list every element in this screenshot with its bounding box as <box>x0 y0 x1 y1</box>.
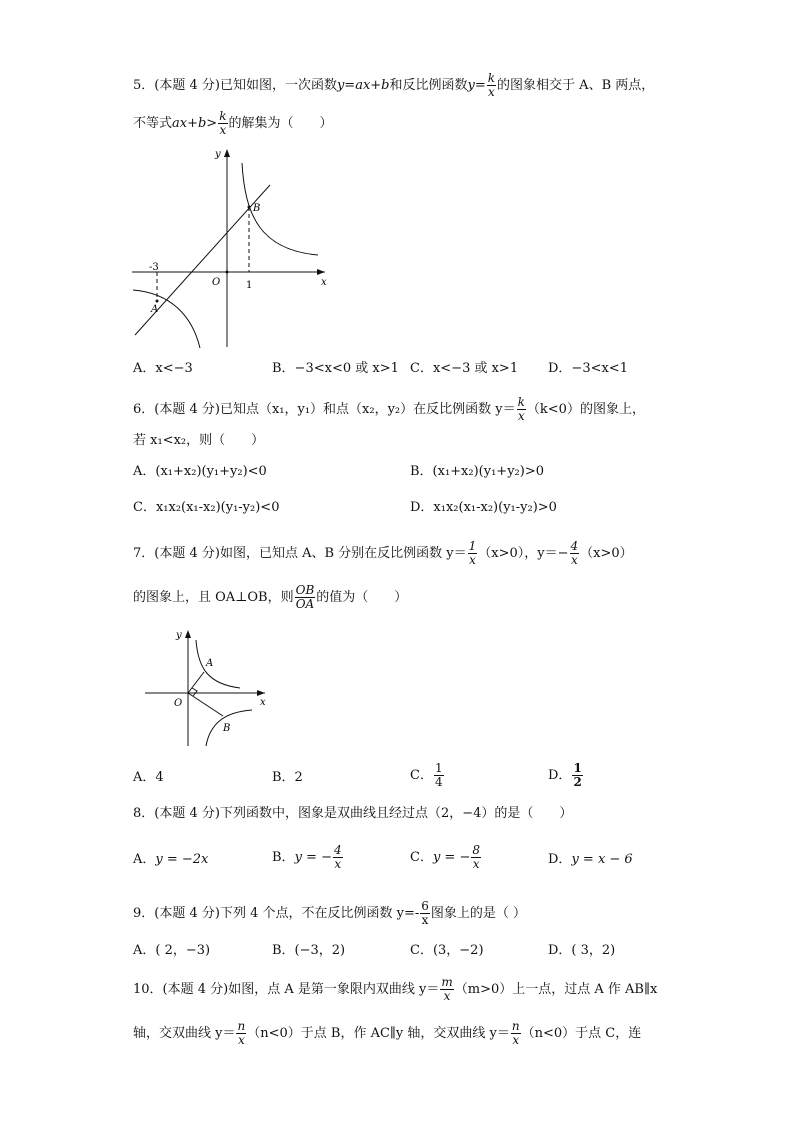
option-label: B． <box>272 850 295 865</box>
q7-graph <box>140 628 270 750</box>
q5-graph <box>130 145 330 350</box>
segment-ob <box>188 693 223 716</box>
fraction-numerator: k <box>487 71 496 85</box>
fraction-denominator: x <box>219 123 227 137</box>
option-label: A． <box>133 852 156 867</box>
q5-fraction <box>487 72 496 99</box>
option-b-fraction <box>333 844 343 871</box>
q7-stem-text-mid: （x>0），y＝− <box>478 546 569 561</box>
q5-stem-text-mid: 和反比例函数 <box>389 78 468 93</box>
fraction-denominator: 2 <box>573 775 582 789</box>
fraction-numerator: 4 <box>333 843 342 857</box>
q7-line1 <box>133 540 633 567</box>
x-axis-label: x <box>321 277 327 288</box>
fraction-denominator: x <box>472 857 480 871</box>
fraction-denominator: x <box>512 1033 520 1047</box>
q6-line1 <box>133 396 645 423</box>
option-label: D． <box>548 768 572 783</box>
fraction-denominator: x <box>488 85 495 99</box>
option-c-fraction <box>471 844 481 871</box>
hyperbola-upper <box>196 640 240 688</box>
q7-stem-text-end: （x>0） <box>580 546 633 561</box>
point-a-label: A <box>206 658 214 669</box>
y-axis-label: y <box>215 149 221 160</box>
option-expr: y = x − 6 <box>571 852 633 867</box>
option-expr: y = − <box>294 850 332 865</box>
q6-option-c[interactable]: C．x₁x₂(x₁-x₂)(y₁-y₂)<0 <box>133 500 280 515</box>
q8-option-a[interactable] <box>133 852 208 868</box>
point-a <box>156 300 159 303</box>
q6-fraction <box>517 396 526 423</box>
point-b-label: B <box>253 203 261 214</box>
q9-stem <box>133 900 526 927</box>
origin-point <box>226 271 229 274</box>
q5-question-text: 的解集为（ ） <box>228 116 333 131</box>
y-axis-label: y <box>176 630 182 641</box>
q10-fraction-1 <box>440 976 453 1003</box>
q5-stem-text-end: 的图象相交于 A、B 两点， <box>497 78 655 93</box>
hyperbola-branch-q3 <box>133 290 200 348</box>
q5-linear-fn: y=ax+b <box>336 78 390 93</box>
option-expr: y = −2x <box>155 852 209 867</box>
q5-y-eq: y= <box>467 78 486 93</box>
q6-option-b[interactable]: B．(x₁+x₂)(y₁+y₂)>0 <box>410 464 544 479</box>
q9-option-b[interactable]: B．(−3，2) <box>272 943 346 958</box>
fraction-denominator: 4 <box>434 775 443 789</box>
fraction-numerator: 6 <box>421 899 429 913</box>
fraction-numerator: n <box>237 1019 246 1033</box>
q7-option-c[interactable] <box>410 762 445 789</box>
y-axis-arrow <box>224 149 230 157</box>
fraction-numerator: 1 <box>468 539 477 553</box>
q5-fraction-2 <box>218 110 227 137</box>
q8-option-c[interactable] <box>410 844 482 871</box>
q10-stem-text-mid: （n<0）于点 B，作 AC∥y 轴，交双曲线 y＝ <box>247 1026 510 1041</box>
q10-line1 <box>133 976 657 1003</box>
fraction-denominator: x <box>237 1033 245 1047</box>
q7-fraction-1 <box>468 540 478 567</box>
q6-stem-text-end: （k<0）的图象上， <box>526 402 645 417</box>
q5-inequality-label: 不等式 <box>133 116 173 131</box>
q10-fraction-3 <box>511 1020 521 1047</box>
point-b <box>248 206 251 209</box>
q9-stem-text: 9．(本题 4 分)下列 4 个点，不在反比例函数 y=- <box>133 906 420 921</box>
q5-inequality-expr: ax+b> <box>172 116 218 131</box>
q8-option-b[interactable] <box>272 844 344 871</box>
fraction-denominator: x <box>570 553 578 567</box>
q10-stem-text: 10．(本题 4 分)如图，点 A 是第一象限内双曲线 y＝ <box>133 982 440 997</box>
fraction-numerator: 8 <box>472 843 480 857</box>
x-axis-label: x <box>260 697 266 708</box>
fraction-numerator: 4 <box>570 539 579 553</box>
tick-neg3-label: -3 <box>149 262 159 273</box>
q7-question-text: 的值为（ ） <box>316 590 408 605</box>
fraction-denominator: x <box>421 913 429 927</box>
q5-option-a[interactable]: A．x<−3 <box>133 361 193 376</box>
fraction-numerator: m <box>441 975 453 989</box>
q10-stem-text-end: （m>0）上一点，过点 A 作 AB∥x <box>454 982 658 997</box>
option-label: C． <box>410 850 433 865</box>
q7-option-d[interactable] <box>548 762 584 789</box>
q10-line2 <box>133 1020 641 1047</box>
q7-line2 <box>133 584 407 611</box>
q9-option-a[interactable]: A．( 2，−3) <box>133 943 211 958</box>
option-label: C． <box>410 768 433 783</box>
q9-stem-text-end: 图象上的是（ ） <box>430 906 527 921</box>
q7-fraction-ratio <box>295 584 316 611</box>
q7-stem-text: 7．(本题 4 分)如图，已知点 A、B 分别在反比例函数 y＝ <box>133 546 467 561</box>
origin-label: O <box>174 698 183 709</box>
fraction-numerator: OB <box>295 583 315 597</box>
x-axis-arrow <box>317 269 325 275</box>
q7-option-b[interactable]: B．2 <box>272 770 303 785</box>
q6-option-d[interactable]: D．x₁x₂(x₁-x₂)(y₁-y₂)>0 <box>410 500 557 515</box>
q5-option-b[interactable]: B．−3<x<0 或 x>1 <box>272 361 399 376</box>
q8-stem: 8．(本题 4 分)下列函数中，图象是双曲线且经过点（2，−4）的是（ ） <box>133 806 573 821</box>
q7-option-a[interactable]: A．4 <box>133 770 164 785</box>
fraction-numerator: 1 <box>573 761 582 775</box>
fraction-denominator: x <box>469 553 476 567</box>
tick-1-label: 1 <box>246 280 253 291</box>
y-axis-arrow <box>185 630 191 638</box>
q5-line1 <box>133 72 654 99</box>
point-b-label: B <box>223 723 231 734</box>
fraction-numerator: k <box>517 395 525 409</box>
q5-option-d[interactable]: D．−3<x<1 <box>548 361 628 376</box>
q9-fraction <box>420 900 430 927</box>
q8-option-d[interactable] <box>548 852 633 868</box>
q5-option-c[interactable]: C．x<−3 或 x>1 <box>410 361 519 376</box>
point-a-label: A <box>151 304 159 315</box>
option-label: D． <box>548 852 572 867</box>
q6-stem-text: 6．(本题 4 分)已知点（x₁，y₁）和点（x₂，y₂）在反比例函数 y＝ <box>133 402 516 417</box>
right-angle-mark <box>192 688 197 696</box>
fraction-denominator: OA <box>295 597 315 611</box>
q5-stem-text: 5．(本题 4 分)已知如图，一次函数 <box>133 78 337 93</box>
q10-stem-text-end: （n<0）于点 C，连 <box>521 1026 642 1041</box>
option-c-fraction <box>434 762 444 789</box>
q5-line2 <box>133 110 333 137</box>
fraction-denominator: x <box>443 989 451 1003</box>
option-d-fraction <box>572 762 582 789</box>
q9-option-d[interactable]: D．( 3，2) <box>548 943 616 958</box>
q7-fraction-2 <box>570 540 580 567</box>
q10-fraction-2 <box>236 1020 246 1047</box>
fraction-numerator: 1 <box>434 761 443 775</box>
q10-stem-text-2: 轴，交双曲线 y＝ <box>133 1026 236 1041</box>
fraction-denominator: x <box>334 857 342 871</box>
x-axis-arrow <box>257 690 265 696</box>
fraction-numerator: n <box>511 1019 520 1033</box>
option-expr: y = − <box>432 850 471 865</box>
q6-option-a[interactable]: A．(x₁+x₂)(y₁+y₂)<0 <box>133 464 267 479</box>
origin-label: O <box>212 277 221 288</box>
q9-option-c[interactable]: C．(3，−2) <box>410 943 484 958</box>
q6-line2: 若 x₁<x₂，则（ ） <box>133 433 265 448</box>
fraction-denominator: x <box>517 409 525 423</box>
fraction-numerator: k <box>219 109 227 123</box>
q7-condition-text: 的图象上，且 OA⊥OB，则 <box>133 590 294 605</box>
